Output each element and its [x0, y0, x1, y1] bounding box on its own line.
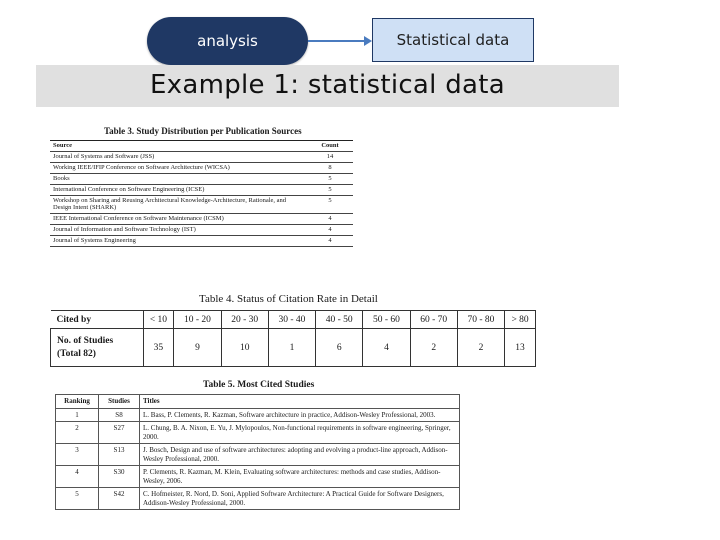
page-title: Example 1: statistical data: [149, 70, 506, 100]
table-row: [50, 214, 353, 225]
table3-cell: 8: [307, 163, 353, 174]
table5-cell: 1: [56, 408, 99, 422]
table3-cell: Books: [50, 174, 307, 185]
table4-range-cell: 70 - 80: [457, 311, 504, 329]
table5-header-cell: Titles: [140, 395, 460, 409]
table3-cell: 5: [307, 174, 353, 185]
table5-cell: C. Hofmeister, R. Nord, D. Soni, Applied Software Architecture: A Practical Guide for Software Designers, Addison-Wesley Professional, 2000.: [140, 488, 460, 510]
table-row: [50, 152, 353, 163]
table5-header-cell: Ranking: [56, 395, 99, 409]
table4-row2-label-a: No. of Studies: [57, 335, 114, 346]
table-row: [50, 174, 353, 185]
table-row: [50, 163, 353, 174]
table-row: [56, 422, 460, 444]
table5-cell: P. Clements, R. Kazman, M. Klein, Evaluating software architectures: methods and case studies, Addison-Wesley, 2006.: [140, 466, 460, 488]
table5-cell: L. Chung, B. A. Nixon, E. Yu, J. Mylopoulos, Non-functional requirements in software engineering, Springer, 2000.: [140, 422, 460, 444]
table-row: [56, 408, 460, 422]
table-row: [56, 466, 460, 488]
table4-count-cell: 6: [316, 329, 363, 367]
table3-cell: 14: [307, 152, 353, 163]
table4-row-label: [51, 329, 144, 367]
table3-header-cell: Source: [50, 141, 307, 152]
statistical-data-node: [372, 18, 534, 62]
table4-count-cell: 9: [174, 329, 221, 367]
table4-count-cell: 2: [410, 329, 457, 367]
table3-cell: Journal of Systems Engineering: [50, 236, 307, 247]
table4-range-cell: 20 - 30: [221, 311, 268, 329]
table5-cell: S8: [99, 408, 140, 422]
table4-count-cell: 4: [363, 329, 410, 367]
table5-cell: 5: [56, 488, 99, 510]
table5-cell: S13: [99, 444, 140, 466]
table4-range-cell: > 80: [505, 311, 536, 329]
table4-range-cell: 60 - 70: [410, 311, 457, 329]
analysis-node-label: analysis: [197, 32, 258, 50]
table3-cell: 5: [307, 185, 353, 196]
table3-header-cell: Count: [307, 141, 353, 152]
table4-count-cell: 1: [268, 329, 315, 367]
flow-arrow: [308, 33, 374, 49]
table5-header-cell: Studies: [99, 395, 140, 409]
table4-count-cell: 35: [143, 329, 174, 367]
table3-cell: Journal of Information and Software Technology (IST): [50, 225, 307, 236]
table5-cell: 4: [56, 466, 99, 488]
table4-range-cell: 10 - 20: [174, 311, 221, 329]
table-row: [50, 236, 353, 247]
table4-range-cell: 30 - 40: [268, 311, 315, 329]
table4-row2-label-b: (Total 82): [57, 348, 96, 359]
table3-cell: IEEE International Conference on Software Maintenance (ICSM): [50, 214, 307, 225]
table3-cell: 4: [307, 236, 353, 247]
table5: [55, 394, 460, 510]
table3-cell: Journal of Systems and Software (JSS): [50, 152, 307, 163]
table3-cell: 5: [307, 196, 353, 214]
table5-header-row: [56, 395, 460, 409]
table4-row-label: Cited by: [51, 311, 144, 329]
table4: [50, 310, 536, 367]
table4-count-cell: 10: [221, 329, 268, 367]
table5-cell: L. Bass, P. Clements, R. Kazman, Software architecture in practice, Addison-Wesley Professional, 2003.: [140, 408, 460, 422]
table4-count-cell: 2: [457, 329, 504, 367]
table3-cell: 4: [307, 225, 353, 236]
statistical-data-node-label: Statistical data: [396, 31, 510, 49]
table-row: [56, 444, 460, 466]
table5-cell: S30: [99, 466, 140, 488]
table4-range-cell: 40 - 50: [316, 311, 363, 329]
analysis-node: [147, 17, 308, 65]
table5-cell: J. Bosch, Design and use of software architectures: adopting and evolving a product-line approach, Addison-Wesley Professional, 2000.: [140, 444, 460, 466]
table3-cell: Workshop on Sharing and Reusing Architectural Knowledge-Architecture, Rationale, and Design Intent (SHARK): [50, 196, 307, 214]
table5-cell: 3: [56, 444, 99, 466]
table3-cell: Working IEEE/IFIP Conference on Software Architecture (WICSA): [50, 163, 307, 174]
table4-count-cell: 13: [505, 329, 536, 367]
table-row: [56, 488, 460, 510]
table-row: [50, 225, 353, 236]
table-row: [50, 185, 353, 196]
table3-header-row: [50, 141, 353, 152]
title-banner: [36, 65, 619, 107]
table3-caption: Table 3. Study Distribution per Publication Sources: [104, 126, 302, 136]
table5-cell: S27: [99, 422, 140, 444]
table3-cell: 4: [307, 214, 353, 225]
table4-range-cell: 50 - 60: [363, 311, 410, 329]
table4-caption: Table 4. Status of Citation Rate in Detail: [199, 293, 378, 305]
table4-range-cell: < 10: [143, 311, 174, 329]
table3: [50, 140, 353, 247]
table5-caption: Table 5. Most Cited Studies: [203, 380, 315, 390]
table-row: [50, 196, 353, 214]
table5-cell: 2: [56, 422, 99, 444]
table3-cell: International Conference on Software Engineering (ICSE): [50, 185, 307, 196]
table5-cell: S42: [99, 488, 140, 510]
